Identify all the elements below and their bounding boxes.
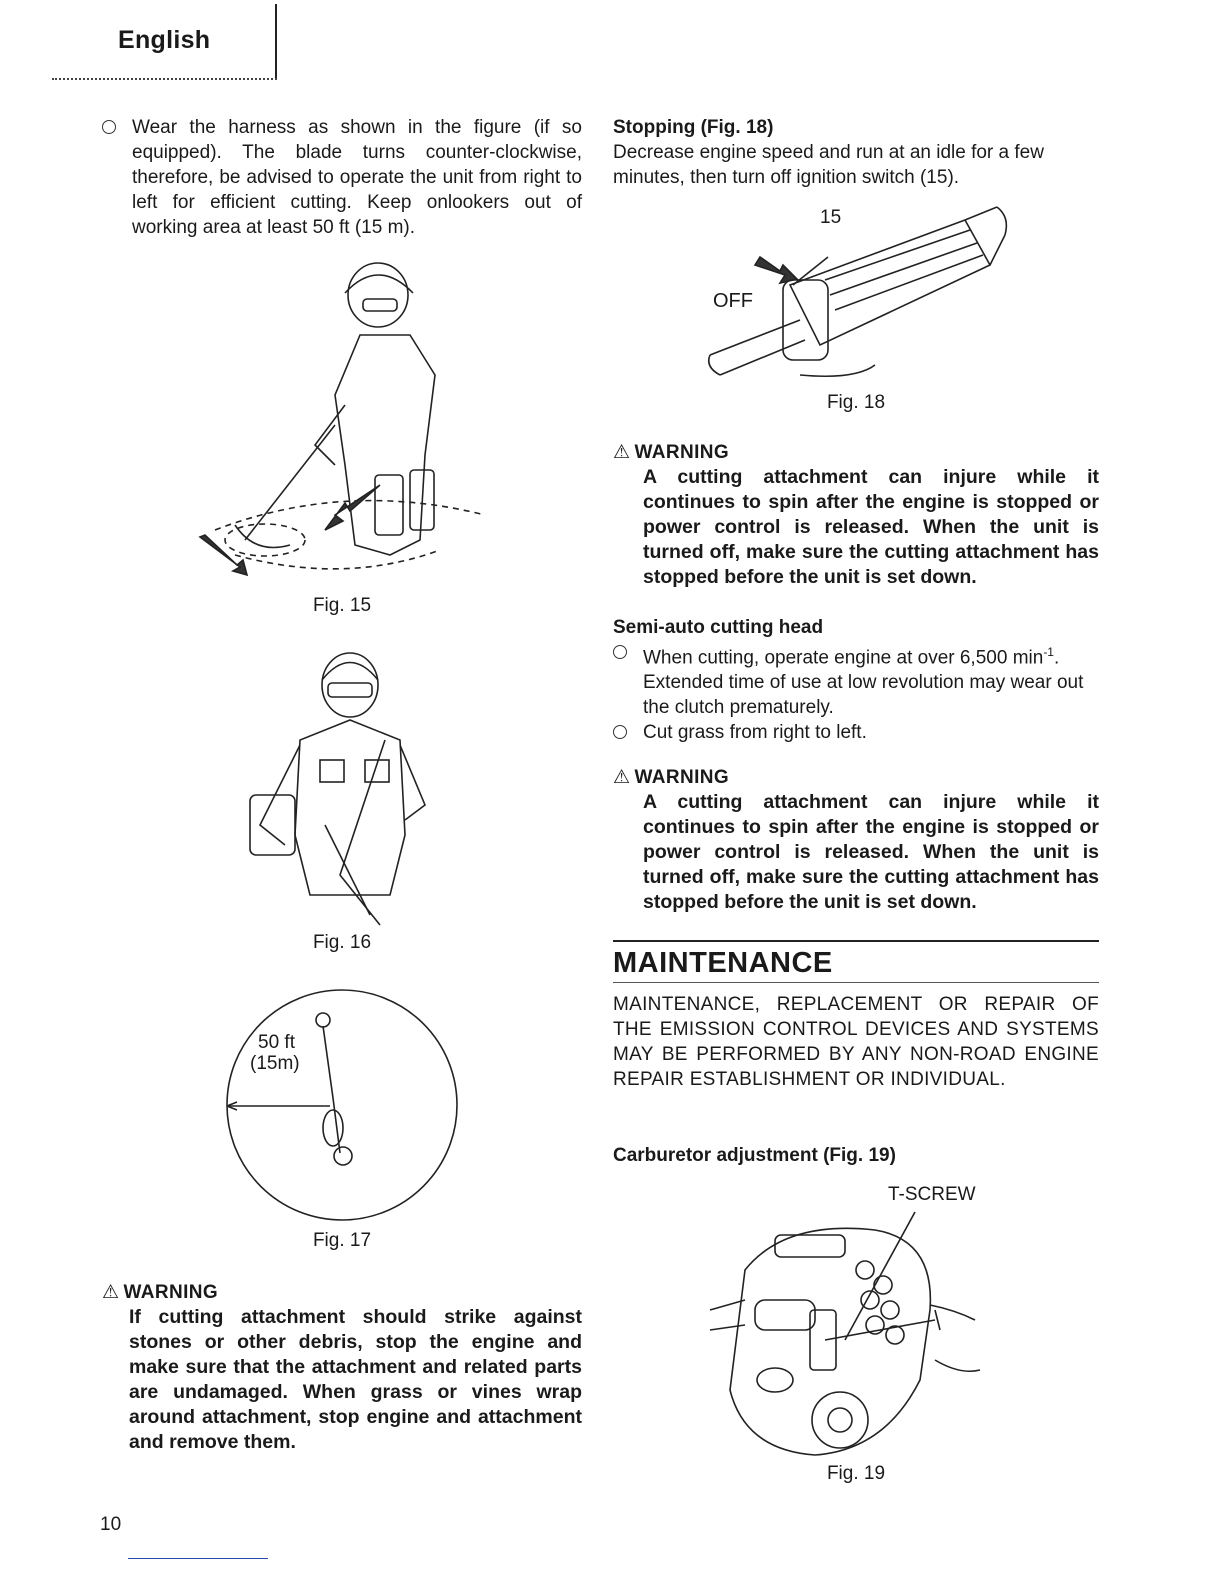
- bullet-circle-icon: [102, 120, 116, 134]
- stopping-section: [613, 115, 1099, 190]
- fig17-label-m: (15m): [250, 1053, 300, 1074]
- semi-auto-section: [613, 615, 1099, 745]
- page-number: 10: [100, 1514, 122, 1535]
- right-warning-2-title: WARNING: [634, 767, 730, 788]
- warning-triangle-icon: ⚠: [613, 767, 631, 788]
- right-warning-1-text: A cutting attachment can injure while it continues to spin after the engine is stopped or power control is released. When the unit is turned off, make sure the cutting attachment has stopped before the unit is set down.: [643, 466, 1099, 588]
- tab-divider-vertical: [275, 4, 277, 80]
- rpm-unit-superscript: -1: [1043, 645, 1054, 659]
- bullet-circle-icon: [613, 725, 627, 739]
- fig15-caption: Fig. 15: [312, 595, 372, 616]
- language-tab: English: [118, 26, 211, 54]
- right-warning-1-title: WARNING: [634, 442, 730, 463]
- fig18-label-number: 15: [820, 207, 842, 228]
- semi-auto-title: Semi-auto cutting head: [613, 617, 824, 638]
- fig19-label: T-SCREW: [888, 1184, 976, 1205]
- maintenance-text: MAINTENANCE, REPLACEMENT OR REPAIR OF THE EMISSION CONTROL DEVICES AND SYSTEMS MAY BE PERFORMED BY ANY NON-ROAD ENGINE REPAIR ESTABLISHMENT OR INDIVIDUAL.: [613, 994, 1099, 1090]
- left-warning-text: If cutting attachment should strike against stones or other debris, stop the engine and make sure that the attachment and related parts are undamaged. When grass or vines wrap around attachment, stop engine and attachment and remove them.: [129, 1306, 582, 1453]
- bullet-circle-icon: [613, 645, 627, 659]
- footer-line: [128, 1558, 268, 1559]
- fig17-caption: Fig. 17: [312, 1230, 372, 1251]
- fig15-illustration: [195, 255, 495, 585]
- fig16-caption: Fig. 16: [312, 932, 372, 953]
- right-warning-1: [613, 440, 1099, 590]
- fig19-caption: Fig. 19: [826, 1463, 886, 1484]
- stopping-title: Stopping (Fig. 18): [613, 117, 774, 138]
- semi-auto-bullet-1-text-end: . Extended time of use at low revolution may wear out the clutch prematurely.: [643, 647, 1084, 719]
- fig16-illustration: [240, 645, 440, 925]
- fig19-illustration: [705, 1210, 985, 1465]
- warning-triangle-icon: ⚠: [613, 442, 631, 463]
- maintenance-title: MAINTENANCE: [613, 940, 1099, 983]
- harness-bullet: [102, 115, 582, 240]
- carburetor-title: Carburetor adjustment (Fig. 19): [613, 1145, 896, 1166]
- left-warning: [102, 1280, 582, 1455]
- stopping-text: Decrease engine speed and run at an idle for a few minutes, then turn off ignition switch (15).: [613, 142, 1044, 188]
- tab-divider-horizontal: [52, 78, 277, 80]
- semi-auto-bullet-1-text: When cutting, operate engine at over 6,500 min: [643, 647, 1044, 669]
- right-warning-2-text: A cutting attachment can injure while it continues to spin after the engine is stopped or power control is released. When the unit is turned off, make sure the cutting attachment has stopped before the unit is set down.: [643, 791, 1099, 913]
- fig17-label-ft: 50 ft: [258, 1032, 295, 1053]
- semi-auto-bullet-2: Cut grass from right to left.: [643, 722, 867, 744]
- warning-triangle-icon: ⚠: [102, 1282, 120, 1303]
- semi-auto-bullet-1: [643, 640, 1099, 720]
- fig18-label-off: OFF: [713, 290, 753, 312]
- right-warning-2: [613, 765, 1099, 915]
- fig18-caption: Fig. 18: [826, 392, 886, 413]
- harness-bullet-text: Wear the harness as shown in the figure (if so equipped). The blade turns counter-clockwise, therefore, be advised to operate the unit from right to left for efficient cutting. Keep onlookers out of working area at least 50 ft (15 m).: [132, 117, 582, 238]
- left-warning-title: WARNING: [123, 1282, 219, 1303]
- fig17-illustration: [225, 988, 460, 1223]
